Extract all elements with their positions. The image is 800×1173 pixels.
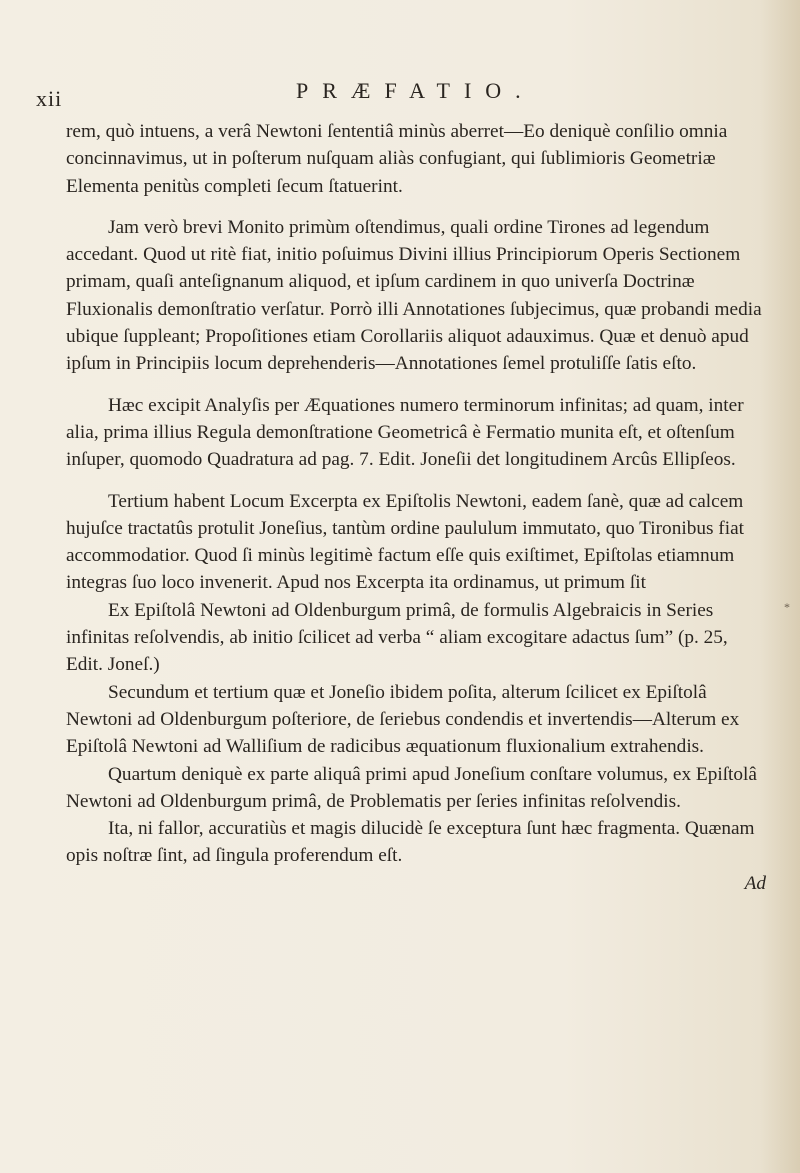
running-head: PRÆFATIO. [296,78,535,103]
catchword: Ad [744,872,766,894]
paragraph: Ex Epiſtolâ Newtoni ad Oldenburgum primâ, de formulis Algebraicis in Series infinitas reſolvendis, ab initio ſcilicet ad verba “ aliam excogitare adactus ſum” (p. 25, Edit. Joneſ.) [66,599,728,676]
paragraph: Secundum et tertium quæ et Joneſio ibidem poſita, alterum ſcilicet ex Epiſtolâ Newtoni ad Oldenburgum poſteriore, de ſeriebus condendis et invertendis—Alterum ex Epiſtolâ Newtoni ad Walliſium de radicibus æquationum fluxionalium extrahendis. [66,681,740,758]
paragraph: Tertium habent Locum Excerpta ex Epiſtolis Newtoni, eadem ſanè, quæ ad calcem hujuſce tractatûs protulit Joneſius, tantùm ordine paululum immutato, quo Tironibus fiat accommodatior. Quod ſi minùs legitimè factum eſſe quis exiſtimet, Epiſtolas etiamnum integras ſuo loco invenerit. Apud nos Excerpta ita ordinamus, ut primum ſit [66,490,744,594]
paragraph: rem, quò intuens, a verâ Newtoni ſententiâ minùs aberret—Eo deniquè conſilio omnia concinnavimus, ut in poſterum nuſquam aliàs confugiant, qui ſublimioris Geometriæ Elementa penitùs completi ſecum ſtatuerint. [66,121,728,197]
paragraph: Ita, ni fallor, accuratiùs et magis dilucidè ſe exceptura ſunt hæc fragmenta. Quænam opis noſtræ ſint, ad ſingula proferendum eſt. [66,818,755,867]
body-text [66,118,766,897]
paragraph: Jam verò brevi Monito primùm oſtendimus, quali ordine Tirones ad legendum accedant. Quod ut ritè fiat, initio poſuimus Divini illius Principiorum Operis Sectionem primam, quaſi anteſignanum aliquod, et ipſum cardinem in quo univerſa Doctrinæ Fluxionalis demonſtratio verſatur. Porrò illi Annotationes ſubjecimus, quæ probandi media ubique ſuppleant; Propoſitiones etiam Corollariis aliquot adauximus. Quæ et denuò apud ipſum in Principiis locum deprehenderis—Annotationes ſemel protuliſſe ſatis eſto. [66,216,762,375]
margin-asterisk: * [784,600,790,614]
paragraph: Quartum deniquè ex parte aliquâ primi apud Joneſium conſtare volumus, ex Epiſtolâ Newtoni ad Oldenburgum primâ, de Problematis per ſeries infinitas reſolvendis. [66,763,757,812]
page-number: xii [36,86,63,111]
paragraph: Hæc excipit Analyſis per Æquationes numero terminorum infinitas; ad quam, inter alia, prima illius Regula demonſtratione Geometricâ è Fermatio munita eſt, et oſtenſum inſuper, quomodo Quadratura ad pag. 7. Edit. Joneſii det longitudinem Arcûs Ellipſeos. [66,394,744,471]
